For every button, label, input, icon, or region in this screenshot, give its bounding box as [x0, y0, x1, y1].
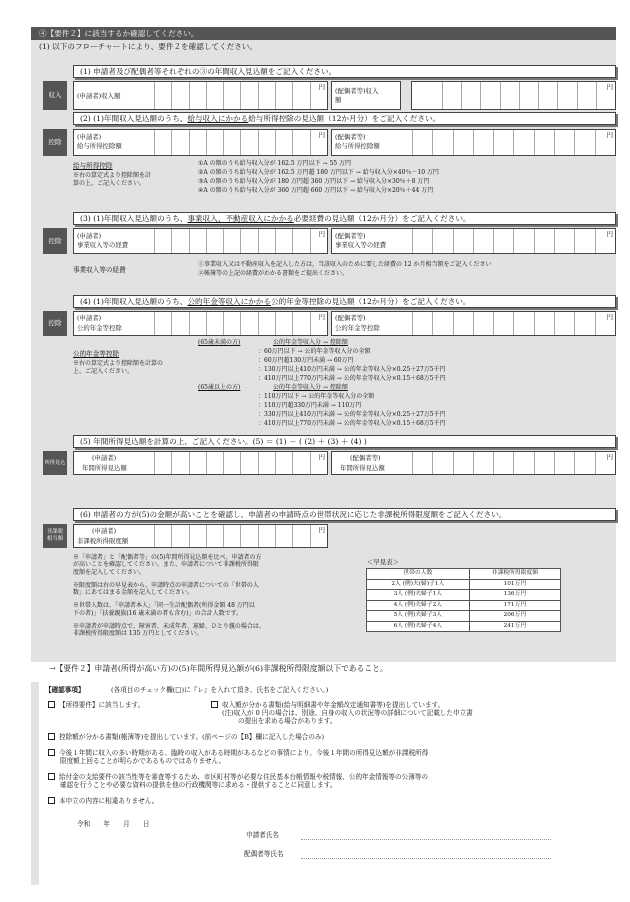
formula-line: ②A の額のうち給与収入分が 162.5 万円超 180 万円以下 → 給与収入分×40％－10 万円 — [198, 169, 439, 176]
check-data-consent[interactable]: 給付金の支給要件の該当性等を審査等するため、市区町村等が必要な住民基本台帳情報や税情報、公的年金情報等の公簿等の — [48, 773, 428, 781]
checkbox[interactable] — [48, 733, 55, 740]
formula-line: ①A の額のうち給与収入分が 162.5 万円以下 → 55 万円 — [198, 160, 351, 167]
section-1-title: (1) 申請者及び配偶者等それぞれの③の年間収入見込額をご記入ください。 — [73, 65, 616, 78]
applicant-salary-deduction-field[interactable]: (申請者) 給与所得控除額 円 — [73, 129, 328, 156]
checkbox[interactable] — [48, 701, 55, 708]
intro-text: (1) 以下のフローチャートにより、要件２を確認してください。 — [39, 42, 257, 51]
applicant-pension-deduction-field[interactable]: (申請者) 公的年金等控除 円 — [73, 311, 328, 336]
section-5-title: (5) 年間所得見込額を計算の上、ご記入ください。(5) ＝ (1) － ( (2) ＋ (3) ＋ (4) ) — [73, 435, 616, 448]
checkbox[interactable] — [211, 701, 218, 708]
section-2-title: (2) (1)年間収入見込額のうち、給与収入にかかる給与所得控除の見込額（12か月分）をご記入ください。 — [73, 112, 616, 125]
notes-block: ※「申請者」と「配偶者等」の(5)年間所得見込額を比べ、申請者の方 が高いことを確認してください。また、申請者について非課税所得限 度額を記入してください。 ※限度額は右の早見表から、申請時点の申請者についての「世帯の人 数」にあてはまる金額を記入してください。 ※世帯人数は、「申請者本人」「同一生計配偶者(所得金額 48 万円以 下の者)」「扶養親族(16 歳未満の者も含む)」の合計人数です。 ※申請者が申請時点で、障害者、未成年者、寡婦、ひとり親の場合は、 非課税所得限度額は 135 万円としてください。 — [73, 554, 265, 638]
business-expense-heading: 事業収入等の経費 — [73, 266, 126, 274]
check-income-requirement[interactable]: 【所得要件】に該当します。 — [48, 701, 144, 709]
formula-line: ④A の額のうち給与収入分が 360 万円超 660 万円以下 → 給与収入分×20％＋44 万円 — [198, 187, 434, 194]
applicant-name-input[interactable] — [301, 839, 551, 840]
deduction-tag: 控除 — [43, 228, 67, 254]
deduction-tag: 控除 — [43, 129, 67, 156]
section-3-title: (3) (1)年間収入見込額のうち、事業収入、不動産収入にかかる必要経費の見込額（12か月分）をご記入ください。 — [73, 212, 616, 225]
applicant-name-label: 申請者氏名 — [246, 831, 279, 839]
spouse-income-label-box: (配偶者等)収入 額 — [331, 81, 401, 110]
quick-table-title: ＜早見表＞ — [367, 558, 399, 566]
quick-reference-table: 世帯の人数 非課税所得限度額 2人 (例)夫(婦)子1人 101万円 3人 (例)夫婦子1人 136万円 4人 (例)夫婦子2人 171万円 5人 (例)夫婦子3人 206万円 6人 (例)夫婦子4人 241万円 — [366, 568, 561, 632]
pension-deduction-heading: 公的年金等控除 — [73, 350, 120, 358]
spouse-pension-deduction-field[interactable]: (配偶者等) 公的年金等控除 円 — [331, 311, 616, 336]
checkbox[interactable] — [48, 773, 55, 780]
applicant-business-expense-field[interactable]: (申請者) 事業収入等の経費 円 — [73, 228, 328, 254]
checkbox[interactable] — [48, 749, 55, 756]
table-row: 3人 (例)夫婦子1人 136万円 — [367, 590, 561, 601]
check-income-documents[interactable]: 収入額が分かる書類(給与明細書や年金額改定通知書等)を提出しています。 — [211, 701, 444, 709]
formula-line: ③A の額のうち給与収入分が 180 万円超 360 万円以下 → 給与収入分×30％＋8 万円 — [198, 178, 430, 185]
applicant-annual-income-field[interactable]: (申請者) 年間所得見込額 円 — [73, 451, 328, 475]
income-estimate-tag: 所得見込 — [43, 451, 67, 475]
spouse-salary-deduction-field[interactable]: (配偶者等) 給与所得控除額 円 — [331, 129, 616, 156]
income-tag: 収入 — [43, 81, 67, 110]
confirm-subtitle: (各項目のチェック欄(□)に『レ』を入れて頂き、氏名をご記入ください。) — [111, 686, 329, 694]
confirm-title: 【確認事項】 — [45, 686, 85, 694]
requirement-conclusion: →【要件２】申請者(所得が高い方)の(5)年間所得見込額が(6)非課税所得限度額以下であること。 — [49, 664, 388, 673]
section-4-title: (4) (1)年間収入見込額のうち、公的年金等収入にかかる公的年金等控除の見込額（12か月分）をご記入ください。 — [73, 295, 616, 308]
check-declaration[interactable]: 本申立の内容に相違ありません。 — [48, 797, 158, 805]
spouse-annual-income-field[interactable]: (配偶者等) 年間所得見込額 円 — [331, 451, 616, 475]
date-line: 令和 年 月 日 — [77, 820, 150, 828]
yen-unit: 円 — [318, 83, 325, 91]
spouse-name-label: 配偶者等氏名 — [244, 850, 284, 858]
section-header: ④【要件２】に該当するか確認してください。 — [31, 27, 616, 40]
salary-deduction-heading: 給与所得控除 — [73, 162, 113, 170]
spouse-business-expense-field[interactable]: (配偶者等) 事業収入等の経費 円 — [331, 228, 616, 254]
check-deduction-documents[interactable]: 控除額が分かる書類(帳簿等)を提出しています。(前ページの【B】欄に記入した場合のみ) — [48, 733, 324, 741]
table-row: 2人 (例)夫(婦)子1人 101万円 — [367, 579, 561, 590]
spouse-name-input[interactable] — [301, 858, 551, 859]
non-taxable-limit-field[interactable]: (申請者) 非課税所得限度額 円 — [73, 524, 328, 548]
section-2: (2) (1)年間収入見込額のうち、給与収入にかかる給与所得控除の見込額（12か月分）をご記入ください。 控除 (申請者) 給与所得控除額 円 (配偶者等) 給与所得控除額 円 給与所得控除 ※右の算定式より控除額を計 算の上、ご記入ください。 ①A の額のうち給与収入分が 162.5 万円以下 → 55 万円 ②A の額のうち給与収入分が 162.5 万円超 180 万円以下 → 給与収入分×40％－10 万円 ③A の額のうち給与収入分が 180 万円超 360 万円以下 → 給与収入分×30％＋8 万円 ④A の額のうち給与収入分が 360 万円超 660 万円以下 → 給与収入分×20％＋44 万円 — [43, 112, 616, 212]
applicant-income-field[interactable] — [73, 81, 328, 110]
section-3: (3) (1)年間収入見込額のうち、事業収入、不動産収入にかかる必要経費の見込額（12か月分）をご記入ください。 控除 (申請者) 事業収入等の経費 円 (配偶者等) 事業収入等の経費 円 事業収入等の経費 ①事業収入又は不動産収入を記入した方は，当該収入のために要した経費の 12 か月相当額をご記入ください ②帳簿等の上記の経費がわかる書類をご提出ください。 — [43, 212, 616, 282]
section-6-title: (6) 申請者の方が(5)の金額が高いことを確認し、申請者の申請時点の世帯状況に応じた非課税所得限度額をご記入ください。 — [73, 508, 616, 521]
section-4: (4) (1)年間収入見込額のうち、公的年金等収入にかかる公的年金等控除の見込額（12か月分）をご記入ください。 控除 (申請者) 公的年金等控除 円 (配偶者等) 公的年金等控除 円 公的年金等控除 ※右の算定式より控除額を計算の 上、ご記入ください。 (65歳未満の方) 公的年金等収入分 → 控除額 ：60万円以下 → 公的年金等収入分の全額 ：60万円超130万円未満 → 60万円 ：130万円以上410万円未満 → 公的年金等収入分×0.25＋27万5千円 ：410万円以上770万円未満 → 公的年金等収入分×0.15＋68万5千円 (65歳以上の方) 公的年金等収入分 → 控除額 ：110万円以下 → 公的年金等収入分の全額 ：110万円超330万円未満 → 110万円 ：330万円以上410万円未満 → 公的年金等収入分×0.25＋27万5千円 ：410万円以上770万円未満 → 公的年金等収入分×0.15＋68万5千円 — [43, 295, 616, 445]
table-row: 4人 (例)夫婦子2人 171万円 — [367, 600, 561, 611]
check-income-outlook[interactable]: 今後１年間に収入の多い時期がある、臨時の収入がある時期があるなどの事情により、今後１年間の所得見込額が非課税所得 — [48, 749, 428, 757]
table-row: 6人 (例)夫婦子4人 241万円 — [367, 621, 561, 632]
section-5 — [43, 435, 616, 495]
deduction-tag: 控除 — [43, 311, 67, 336]
section-6 — [43, 508, 616, 548]
spouse-income-field[interactable]: 円 — [411, 81, 616, 110]
checkbox[interactable] — [48, 797, 55, 804]
table-row: 5人 (例)夫婦子3人 206万円 — [367, 611, 561, 622]
non-taxable-tag: 非課税 相当額 — [43, 524, 67, 548]
applicant-income-label: (申請者)収入額 — [77, 92, 121, 100]
form-page: ④【要件２】に該当するか確認してください。 (1) 以下のフローチャートにより、要件２を確認してください。 (1) 申請者及び配偶者等それぞれの③の年間収入見込額をご記入ください。 収入 (申請者)収入額 円 (配偶者等)収入 額 円 (2) (1)年間収入見込額のうち、給与収入にかかる給与所得控除の見込額（12か月分）をご記入ください。 控除 (申請者) 給与所得控除額 円 (配偶者等) 給与所得控除額 円 給与所得控除 ※右の算定式より控除額を計 算の上、ご記入ください。 ①A の額のうち給与収入分が 162.5 万円以下 → 55 万円 ②A の額のうち給与収入分が 162.5 万円超 180 万円以下 → 給与収入分×40％－10 万円 ③A の額のうち給与収入分が 180 万円超 360 万円以下 → 給与収入分×30％＋8 万円 ④A の額のうち給与収入分が 360 万円超 660 万円以下 → 給与収入分×20％＋44 万円 (3) (1)年間収入見込額のうち、事業収入、不動産収入にかかる必要経費の見込額（12か月分）をご記入ください。 控除 (申請者) 事業収入等の経費 円 (配偶者等) 事業収入等の経費 円 事業収入等の経費 ①事業収入又は不動産収入を記入した方は，当該収入のために要した経費の 12 か月相当額をご記入ください ②帳簿等の上記の経費がわかる書類をご提出ください。 (4) (1)年間収入見込額のうち、公的年金等収入にかかる公的年金等控除の見込額（12か月分）をご記入ください。 控除 (申請者) 公的年金等控除 円 (配偶者等) 公的年金等控除 円 公的年金等控除 ※右の算定式より控除額を計算の 上、ご記入ください。 (65歳未満の方) 公的年金等収入分 → 控除額 ：60万円以下 → 公的年金等収入分の全額 ：60万円超130万円未満 → 60万円 ：130万円以上410万円未満 → 公的年金等収入分×0.25＋27万5千円 ：410万円以上770万円未満 → 公的年金等収入分×0.15＋68万5千円 (65歳以上の方) 公的年金等収入分 → 控除額 ：110万円以下 → 公的年金等収入分の全額 ：110万円超330万円未満 → 110万円 ：330万円以上410万円未満 → 公的年金等収入分×0.25＋27万5千円 ：410万円以上770万円未満 → 公的年金等収入分×0.15＋68万5千円 (5) 年間所得見込額を計算の上、ご記入ください。(5) ＝ (1) － ( (2) ＋ (3) ＋ (4) ) 所得見込 (申請者) 年間所得見込額 円 (配偶者等) 年間所得見込額 円 (6) 申請者の方が(5)の金額が高いことを確認し、申請者の申請時点の世帯状況に応じた非課税所得限度額をご記入ください。 非課税 相当額 (申請者) 非課税所得限度額 円 ※「申請者」と「配偶者等」の(5)年間所得見込額を比べ、申請者の方 が高いことを確認してください。また、申請者について非課税所得限 度額を記入してください。 ※限度額は右の早見表から、申請時点の申請者についての「世帯の人 数」にあてはまる金額を記入してください。 ※世帯人数は、「申請者本人」「同一生計配偶者(所得金額 48 万円以 下の者)」「扶養親族(16 歳未満の者も含む)」の合計人数です。 ※申請者が申請時点で、障害者、未成年者、寡婦、ひとり親の場合は、 非課税所得限度額は 135 万円としてください。 ＜早見表＞ 世帯の人数 非課税所得限度額 2人 (例)夫(婦)子1人 101万円 3人 (例)夫婦子1人 136万円 4人 (例)夫婦子2人 171万円 5人 (例)夫婦子3人 206万円 6人 (例)夫婦子4人 241万円 →【要件２】申請者(所得が高い方)の(5)年間所得見込額が(6)非課税所得限度額以下であること。 【確認事項】 (各項目のチェック欄(□)に『レ』を入れて頂き、氏名をご記入ください。) 【所得要件】に該当します。 収入額が分かる書類(給与明細書や年金額改定通知書等)を提出しています。 (注)収入が 0 円の場合は、別途、自身の収入の状況等の詳細について記載した申立書 の提出を求める場合があります。 控除額が分かる書類(帳簿等)を提出しています。(前ページの【B】欄に記入した場合のみ) 今後１年間に収入の多い時期がある、臨時の収入がある時期があるなどの事情により、今後１年間の所得見込額が非課税所得 限度額上回ることが明らかであるものではありません。 給付金の支給要件の該当性等を審査等するため、市区町村等が必要な住民基本台帳情報や税情報、公的年金情報等の公簿等の 確認を行うことや必要な資料の提供を他の行政機関等に求める・提供することに同意します。 本申立の内容に相違ありません。 令和 年 月 日 申請者氏名 配偶者等氏名 — [31, 27, 616, 885]
